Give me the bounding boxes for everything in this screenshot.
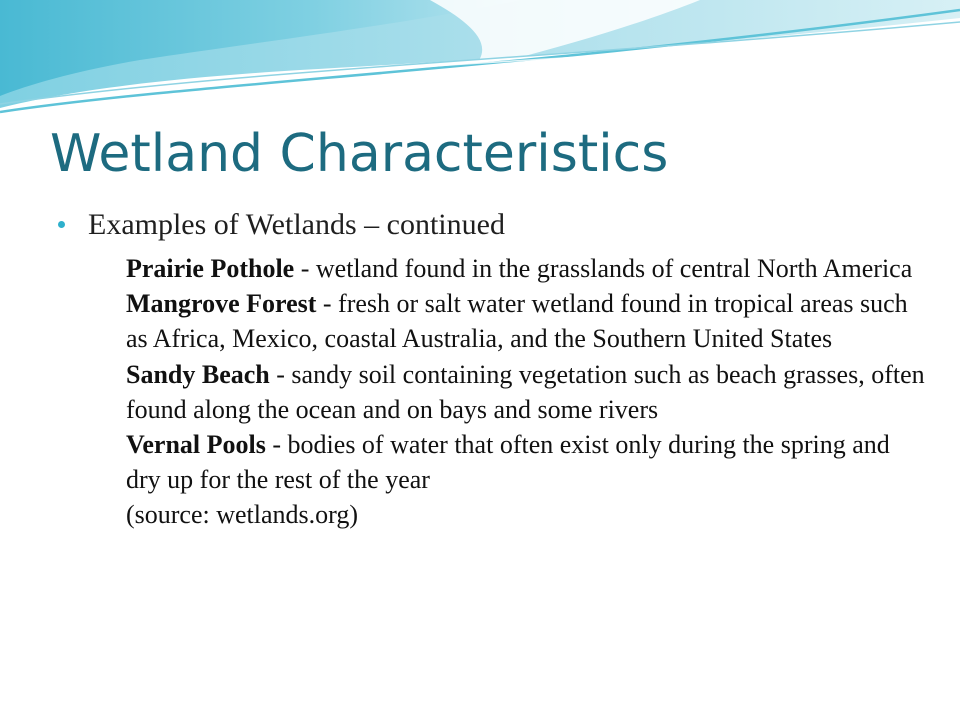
bullet-text: Examples of Wetlands – continued — [88, 208, 505, 241]
bullet-item — [58, 204, 918, 246]
entry-term: Mangrove Forest — [126, 289, 317, 319]
wetland-entries — [126, 251, 926, 533]
wave-banner — [0, 0, 960, 125]
entry-sandy-beach — [126, 357, 926, 427]
entry-mangrove-forest — [126, 286, 926, 356]
entry-description: - wetland found in the grasslands of central North America — [294, 254, 913, 283]
entry-description: - bodies of water that often exist only during the spring and dry up for the rest of the year — [126, 430, 890, 495]
entry-description: - fresh or salt water wetland found in tropical areas such as Africa, Mexico, coastal Australia, and the Southern United States — [126, 289, 908, 354]
entry-term: Prairie Pothole — [126, 254, 295, 283]
bullet-dot-icon — [58, 221, 65, 228]
source-citation: (source: wetlands.org) — [126, 500, 359, 530]
entry-description: - sandy soil containing vegetation such as beach grasses, often found along the ocean and on bays and some rivers — [126, 359, 925, 424]
entry-prairie-pothole — [126, 251, 926, 286]
slide-title: Wetland Characteristics — [50, 124, 669, 184]
entry-term: Vernal Pools — [126, 430, 266, 460]
entry-term: Sandy Beach — [126, 359, 270, 389]
entry-vernal-pools — [126, 427, 926, 497]
